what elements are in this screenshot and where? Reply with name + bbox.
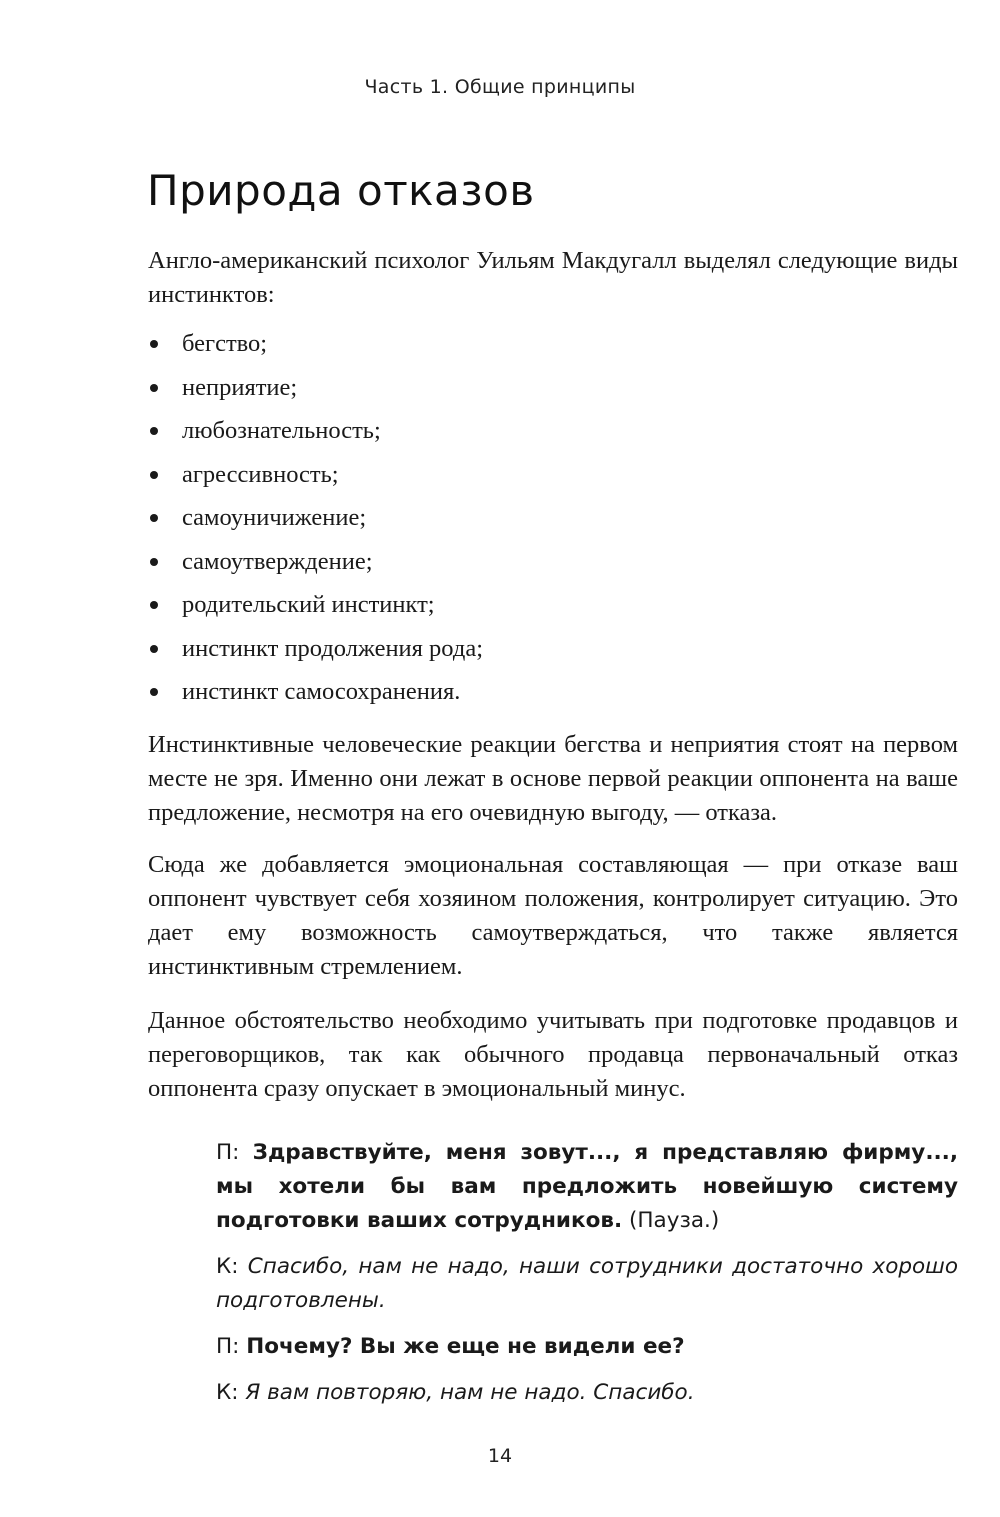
body-text — [148, 244, 958, 1106]
list-item — [148, 366, 958, 410]
list-item-text: неприятие; — [182, 373, 298, 401]
dialogue-text: Почему? Вы же еще не видели ее? — [246, 1334, 685, 1359]
bullet-icon — [150, 427, 158, 435]
dialogue-line — [216, 1330, 958, 1364]
dialogue-line — [216, 1376, 958, 1410]
speaker-label: К: — [216, 1380, 239, 1405]
page-number: 14 — [487, 1445, 513, 1467]
list-item-text: бегство; — [182, 330, 268, 357]
bullet-icon — [150, 688, 158, 696]
dialogue-line — [216, 1250, 958, 1318]
speaker-label: П: — [216, 1334, 240, 1359]
chapter-title: Природа отказов — [147, 166, 535, 215]
list-item-text: самоуничижение; — [182, 504, 367, 531]
bullet-icon — [150, 384, 158, 392]
list-item-text: любознательность; — [182, 417, 381, 444]
list-item — [148, 627, 958, 671]
list-item-text: инстинкт самосохранения. — [182, 678, 461, 705]
dialogue-text: Спасибо, нам не надо, наши сотрудники достаточно хорошо подготовлены. — [216, 1254, 959, 1313]
list-item — [148, 670, 958, 714]
list-item — [148, 322, 958, 366]
list-item-text: родительский инстинкт; — [182, 591, 435, 618]
speaker-label: К: — [216, 1254, 239, 1279]
paragraph-emotional: Сюда же добавляется эмоциональная составляющая — при отказе ваш оппонент чувствует себя хозяином положения, контролирует ситуацию. Это дает ему возможность самоутверждаться, что также является инстинктивным стремлением. — [148, 850, 958, 980]
list-item — [148, 453, 958, 497]
bullet-icon — [150, 645, 158, 653]
bullet-icon — [150, 340, 158, 348]
paragraph-training: Данное обстоятельство необходимо учитывать при подготовке продавцов и переговорщиков, так как обычного продавца первоначальный отказ оппонента сразу опускает в эмоциональный минус. — [148, 1006, 958, 1102]
bullet-icon — [150, 558, 158, 566]
list-item — [148, 409, 958, 453]
dialogue-example — [216, 1136, 958, 1422]
running-head: Часть 1. Общие принципы — [364, 76, 636, 98]
bullet-icon — [150, 514, 158, 522]
dialogue-line — [216, 1136, 958, 1238]
list-item — [148, 496, 958, 540]
intro-paragraph: Англо-американский психолог Уильям Макдугалл выделял следующие виды инстинктов: — [148, 247, 958, 308]
list-item — [148, 583, 958, 627]
dialogue-text: Здравствуйте, меня зовут..., я представляю фирму..., мы хотели бы вам предложить новейшую систему подготовки ваших сотрудников. — [216, 1140, 958, 1233]
bullet-icon — [150, 601, 158, 609]
bullet-icon — [150, 471, 158, 479]
list-item-text: агрессивность; — [182, 460, 339, 488]
dialogue-note: (Пауза.) — [628, 1208, 720, 1233]
dialogue-text: Я вам повторяю, нам не надо. Спасибо. — [245, 1380, 695, 1405]
paragraph-reactions: Инстинктивные человеческие реакции бегства и неприятия стоят на первом месте не зря. Именно они лежат в основе первой реакции оппонента на ваше предложение, несмотря на его очевидную выгоду, — отказа. — [148, 730, 958, 826]
list-item — [148, 540, 958, 584]
list-item-text: инстинкт продолжения рода; — [182, 634, 483, 662]
list-item-text: самоутверждение; — [182, 547, 373, 575]
instinct-list — [148, 322, 958, 714]
speaker-label: П: — [216, 1140, 240, 1165]
